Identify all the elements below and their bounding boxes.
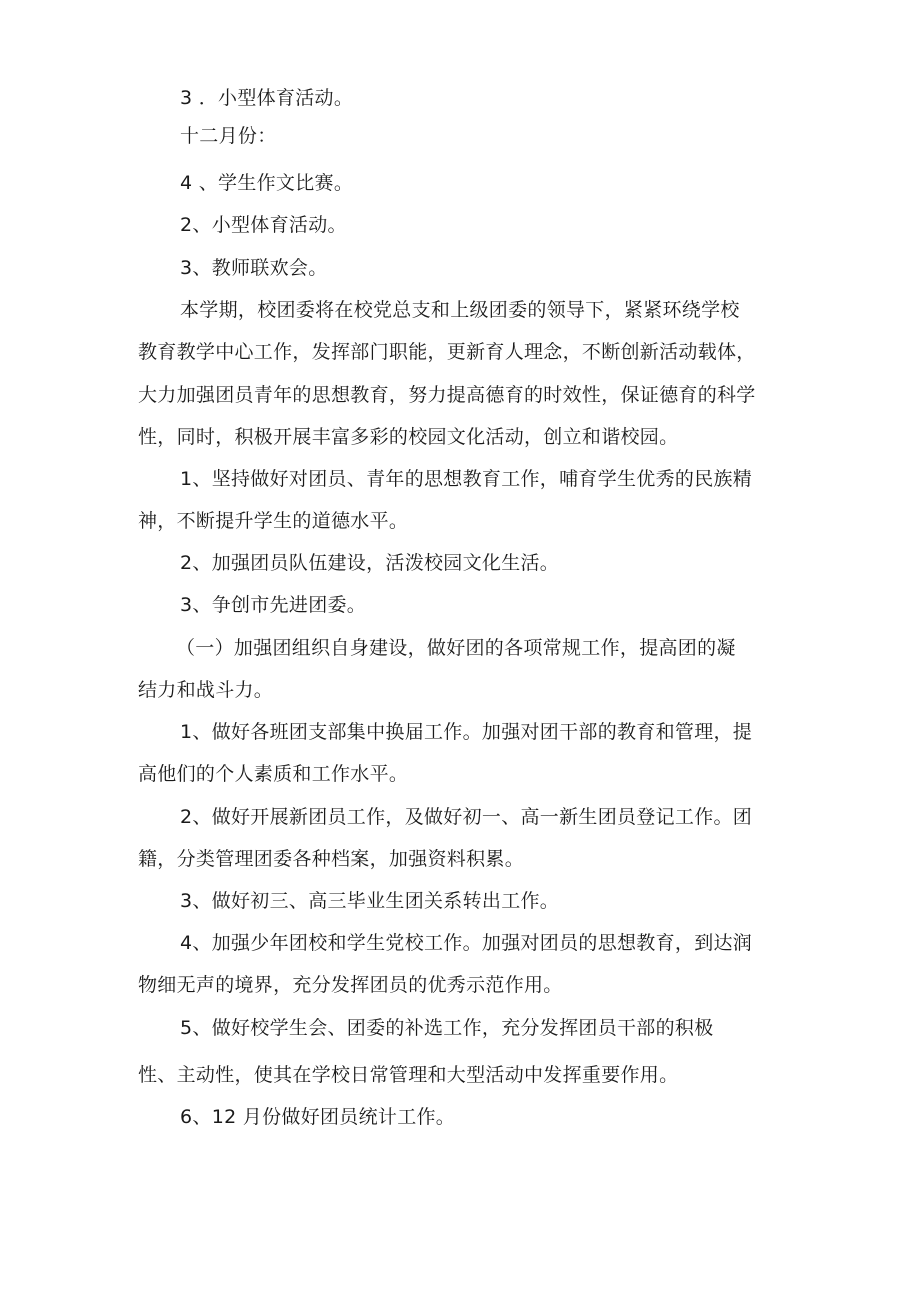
text-line-4: 2、小型体育活动。 (180, 214, 347, 236)
text-line-22: 物细无声的境界，充分发挥团员的优秀示范作用。 (138, 974, 563, 996)
text-line-16: 1、做好各班团支部集中换届工作。加强对团干部的教育和管理，提 (180, 721, 753, 743)
text-line-15: 结力和战斗力。 (138, 679, 274, 701)
text-line-17: 高他们的个人素质和工作水平。 (138, 763, 409, 785)
text-line-2: 十二月份： (180, 125, 277, 147)
text-line-19: 籍，分类管理团委各种档案，加强资料积累。 (138, 848, 525, 870)
text-line-13: 3、争创市先进团委。 (180, 594, 367, 616)
text-line-7: 教育教学中心工作，发挥部门职能，更新育人理念，不断创新活动载体， (138, 341, 756, 363)
text-line-12: 2、加强团员队伍建设，活泼校园文化生活。 (180, 552, 560, 574)
text-line-21: 4、加强少年团校和学生党校工作。加强对团员的思想教育，到达润 (180, 932, 753, 954)
text-line-24: 性、主动性，使其在学校日常管理和大型活动中发挥重要作用。 (138, 1064, 679, 1086)
text-line-10: 1、坚持做好对团员、青年的思想教育工作，哺育学生优秀的民族精 (180, 468, 753, 490)
text-line-14: （一）加强团组织自身建设，做好团的各项常规工作，提高团的凝 (176, 637, 736, 659)
text-line-5: 3、教师联欢会。 (180, 257, 328, 279)
text-line-3: 4 、学生作文比赛。 (180, 172, 354, 194)
text-line-11: 神，不断提升学生的道德水平。 (138, 510, 409, 532)
text-line-23: 5、做好校学生会、团委的补选工作，充分发挥团员干部的积极 (180, 1017, 714, 1039)
text-line-1: 3 ．小型体育活动。 (180, 87, 354, 109)
text-line-8: 大力加强团员青年的思想教育，努力提高德育的时效性，保证德育的科学 (138, 384, 756, 406)
text-line-20: 3、做好初三、高三毕业生团关系转出工作。 (180, 890, 560, 912)
text-line-18: 2、做好开展新团员工作，及做好初一、高一新生团员登记工作。团 (180, 806, 753, 828)
text-line-25: 6、12 月份做好团员统计工作。 (180, 1106, 456, 1128)
text-line-9: 性，同时，积极开展丰富多彩的校园文化活动，创立和谐校园。 (138, 426, 679, 448)
text-line-6: 本学期，校团委将在校党总支和上级团委的领导下，紧紧环绕学校 (180, 299, 740, 321)
